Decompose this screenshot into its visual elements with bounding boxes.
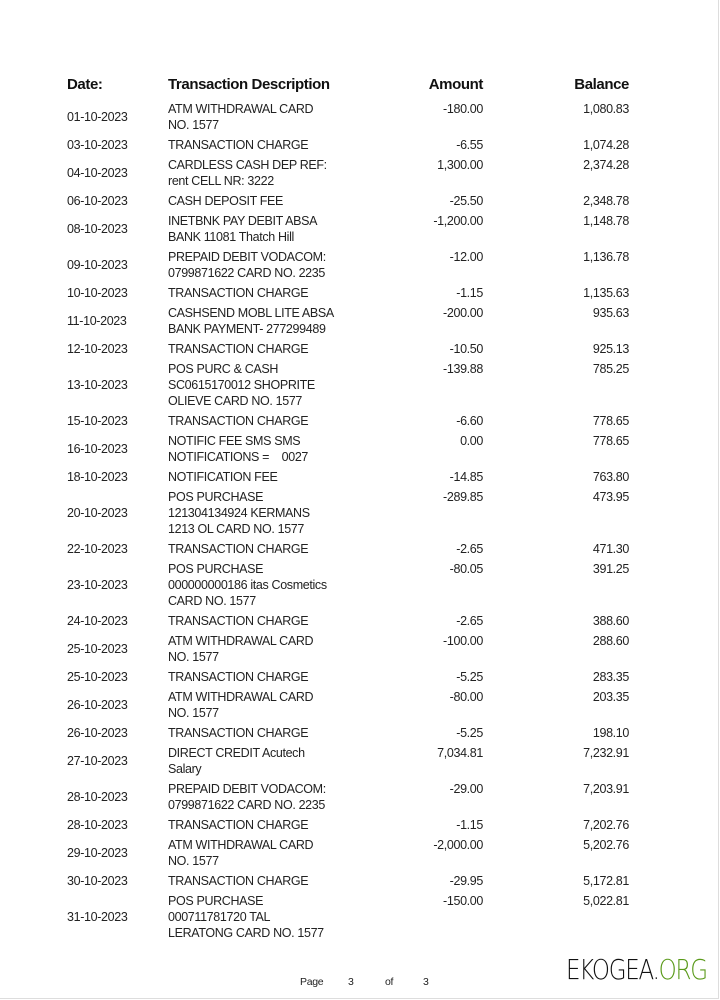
page-label: Page <box>300 976 324 988</box>
table-row <box>0 871 720 891</box>
transaction-description: POS PURC & CASH SC0615170012 SHOPRITE OLIEVE CARD NO. 1577 <box>168 362 315 408</box>
table-row <box>0 631 720 667</box>
transaction-balance: 763.80 <box>592 470 629 484</box>
transaction-description: TRANSACTION CHARGE <box>168 138 309 152</box>
transaction-description: INETBNK PAY DEBIT ABSA BANK 11081 Thatch Hill <box>168 214 318 244</box>
transaction-balance: 7,202.76 <box>583 818 629 832</box>
page-total: 3 <box>423 976 429 988</box>
of-label: of <box>385 976 394 988</box>
table-row <box>0 891 720 943</box>
table-row <box>0 723 720 743</box>
table-row <box>0 815 720 835</box>
transaction-balance: 473.95 <box>592 490 629 504</box>
table-row <box>0 487 720 539</box>
transactions-table <box>0 99 720 943</box>
transaction-amount: -1,200.00 <box>433 214 483 228</box>
transaction-balance: 471.30 <box>592 542 629 556</box>
transaction-date: 28-10-2023 <box>67 818 128 832</box>
transaction-date: 22-10-2023 <box>67 542 128 556</box>
transaction-balance: 1,074.28 <box>583 138 629 152</box>
transaction-date: 12-10-2023 <box>67 342 128 356</box>
transaction-balance: 288.60 <box>592 634 629 648</box>
transaction-date: 11-10-2023 <box>67 314 127 328</box>
transaction-date: 15-10-2023 <box>67 414 128 428</box>
transaction-amount: -2,000.00 <box>433 838 483 852</box>
transaction-description: POS PURCHASE 000711781720 TAL LERATONG CARD NO. 1577 <box>168 894 324 940</box>
transaction-date: 29-10-2023 <box>67 846 128 860</box>
transaction-date: 31-10-2023 <box>67 910 128 924</box>
transaction-description: POS PURCHASE 000000000186 itas Cosmetics CARD NO. 1577 <box>168 562 327 608</box>
header-amount: Amount <box>428 76 483 93</box>
transaction-date: 10-10-2023 <box>67 286 128 300</box>
transaction-description: POS PURCHASE 121304134924 KERMANS 1213 OL CARD NO. 1577 <box>168 490 310 536</box>
table-row <box>0 211 720 247</box>
transaction-description: TRANSACTION CHARGE <box>168 670 309 684</box>
header-date: Date: <box>67 76 103 93</box>
transaction-amount: -139.88 <box>443 362 483 376</box>
transaction-description: TRANSACTION CHARGE <box>168 726 309 740</box>
transaction-description: PREPAID DEBIT VODACOM: 0799871622 CARD NO. 2235 <box>168 250 326 280</box>
transaction-balance: 1,136.78 <box>583 250 629 264</box>
transaction-balance: 1,148.78 <box>583 214 629 228</box>
transaction-date: 30-10-2023 <box>67 874 128 888</box>
transaction-amount: -150.00 <box>443 894 483 908</box>
transaction-date: 16-10-2023 <box>67 442 128 456</box>
transaction-amount: -6.55 <box>456 138 483 152</box>
transaction-description: NOTIFIC FEE SMS SMS NOTIFICATIONS = 0027 <box>168 434 309 464</box>
transaction-balance: 2,374.28 <box>583 158 629 172</box>
transaction-description: ATM WITHDRAWAL CARD NO. 1577 <box>168 634 314 664</box>
transaction-balance: 778.65 <box>592 414 629 428</box>
watermark-part2: ORG <box>658 953 707 986</box>
transaction-description: PREPAID DEBIT VODACOM: 0799871622 CARD NO. 2235 <box>168 782 326 812</box>
transaction-balance: 391.25 <box>592 562 629 576</box>
transaction-amount: -200.00 <box>443 306 483 320</box>
table-row <box>0 339 720 359</box>
transaction-amount: -29.95 <box>449 874 483 888</box>
header-balance: Balance <box>574 76 629 93</box>
transaction-amount: -1.15 <box>456 286 483 300</box>
transaction-balance: 283.35 <box>592 670 629 684</box>
transaction-description: TRANSACTION CHARGE <box>168 874 309 888</box>
transaction-balance: 1,080.83 <box>583 102 629 116</box>
table-row <box>0 155 720 191</box>
transaction-amount: -2.65 <box>456 614 483 628</box>
transaction-balance: 935.63 <box>592 306 629 320</box>
table-row <box>0 743 720 779</box>
table-row <box>0 359 720 411</box>
table-row <box>0 779 720 815</box>
transaction-description: CARDLESS CASH DEP REF: rent CELL NR: 3222 <box>168 158 327 188</box>
transaction-description: ATM WITHDRAWAL CARD NO. 1577 <box>168 690 314 720</box>
header-description: Transaction Description <box>168 76 330 93</box>
transaction-balance: 1,135.63 <box>583 286 629 300</box>
transaction-description: TRANSACTION CHARGE <box>168 542 309 556</box>
table-row <box>0 247 720 283</box>
transaction-balance: 388.60 <box>592 614 629 628</box>
transaction-date: 24-10-2023 <box>67 614 128 628</box>
transaction-balance: 7,232.91 <box>583 746 629 760</box>
transaction-description: ATM WITHDRAWAL CARD NO. 1577 <box>168 102 314 132</box>
transaction-amount: -25.50 <box>449 194 483 208</box>
transaction-description: CASH DEPOSIT FEE <box>168 194 284 208</box>
transaction-balance: 785.25 <box>592 362 629 376</box>
watermark-part1: EKOGEA. <box>566 953 659 986</box>
transaction-description: TRANSACTION CHARGE <box>168 818 309 832</box>
table-row <box>0 191 720 211</box>
transaction-date: 09-10-2023 <box>67 258 128 272</box>
table-header <box>0 76 720 96</box>
table-row <box>0 431 720 467</box>
transaction-description: TRANSACTION CHARGE <box>168 286 309 300</box>
transaction-amount: -100.00 <box>443 634 483 648</box>
transaction-amount: -6.60 <box>456 414 483 428</box>
transaction-description: ATM WITHDRAWAL CARD NO. 1577 <box>168 838 314 868</box>
transaction-description: NOTIFICATION FEE <box>168 470 278 484</box>
transaction-description: TRANSACTION CHARGE <box>168 614 309 628</box>
transaction-amount: -2.65 <box>456 542 483 556</box>
transaction-date: 23-10-2023 <box>67 578 128 592</box>
page-number: 3 <box>348 976 354 988</box>
transaction-date: 08-10-2023 <box>67 222 128 236</box>
transaction-date: 01-10-2023 <box>67 110 128 124</box>
watermark-logo <box>566 953 707 986</box>
transaction-balance: 5,172.81 <box>583 874 629 888</box>
table-row <box>0 687 720 723</box>
transaction-description: CASHSEND MOBL LITE ABSA BANK PAYMENT- 277299489 <box>168 306 334 336</box>
transaction-date: 27-10-2023 <box>67 754 128 768</box>
transaction-date: 18-10-2023 <box>67 470 128 484</box>
transaction-description: DIRECT CREDIT Acutech Salary <box>168 746 305 776</box>
transaction-amount: -180.00 <box>443 102 483 116</box>
transaction-date: 26-10-2023 <box>67 698 128 712</box>
transaction-amount: 7,034.81 <box>437 746 483 760</box>
transaction-amount: -80.00 <box>449 690 483 704</box>
transaction-description: TRANSACTION CHARGE <box>168 414 309 428</box>
transaction-amount: -5.25 <box>456 670 483 684</box>
transaction-balance: 5,022.81 <box>583 894 629 908</box>
transaction-balance: 778.65 <box>592 434 629 448</box>
transaction-amount: 1,300.00 <box>437 158 483 172</box>
transaction-date: 13-10-2023 <box>67 378 128 392</box>
table-row <box>0 611 720 631</box>
transaction-amount: -12.00 <box>449 250 483 264</box>
transaction-date: 25-10-2023 <box>67 642 128 656</box>
transaction-amount: -80.05 <box>449 562 483 576</box>
transaction-balance: 5,202.76 <box>583 838 629 852</box>
transaction-amount: -14.85 <box>449 470 483 484</box>
transaction-date: 06-10-2023 <box>67 194 128 208</box>
transaction-amount: -10.50 <box>449 342 483 356</box>
transaction-date: 25-10-2023 <box>67 670 128 684</box>
transaction-date: 04-10-2023 <box>67 166 128 180</box>
transaction-date: 20-10-2023 <box>67 506 128 520</box>
transaction-balance: 2,348.78 <box>583 194 629 208</box>
table-row <box>0 283 720 303</box>
transaction-balance: 198.10 <box>592 726 629 740</box>
transaction-amount: 0.00 <box>460 434 483 448</box>
table-row <box>0 411 720 431</box>
table-row <box>0 99 720 135</box>
table-row <box>0 539 720 559</box>
transaction-date: 03-10-2023 <box>67 138 128 152</box>
transaction-balance: 7,203.91 <box>583 782 629 796</box>
table-row <box>0 835 720 871</box>
transaction-amount: -29.00 <box>449 782 483 796</box>
table-row <box>0 467 720 487</box>
table-row <box>0 303 720 339</box>
transaction-date: 28-10-2023 <box>67 790 128 804</box>
transaction-description: TRANSACTION CHARGE <box>168 342 309 356</box>
transaction-amount: -1.15 <box>456 818 483 832</box>
transaction-balance: 925.13 <box>592 342 629 356</box>
transaction-amount: -289.85 <box>443 490 483 504</box>
transaction-date: 26-10-2023 <box>67 726 128 740</box>
transaction-balance: 203.35 <box>592 690 629 704</box>
table-row <box>0 667 720 687</box>
table-row <box>0 559 720 611</box>
table-row <box>0 135 720 155</box>
transaction-amount: -5.25 <box>456 726 483 740</box>
